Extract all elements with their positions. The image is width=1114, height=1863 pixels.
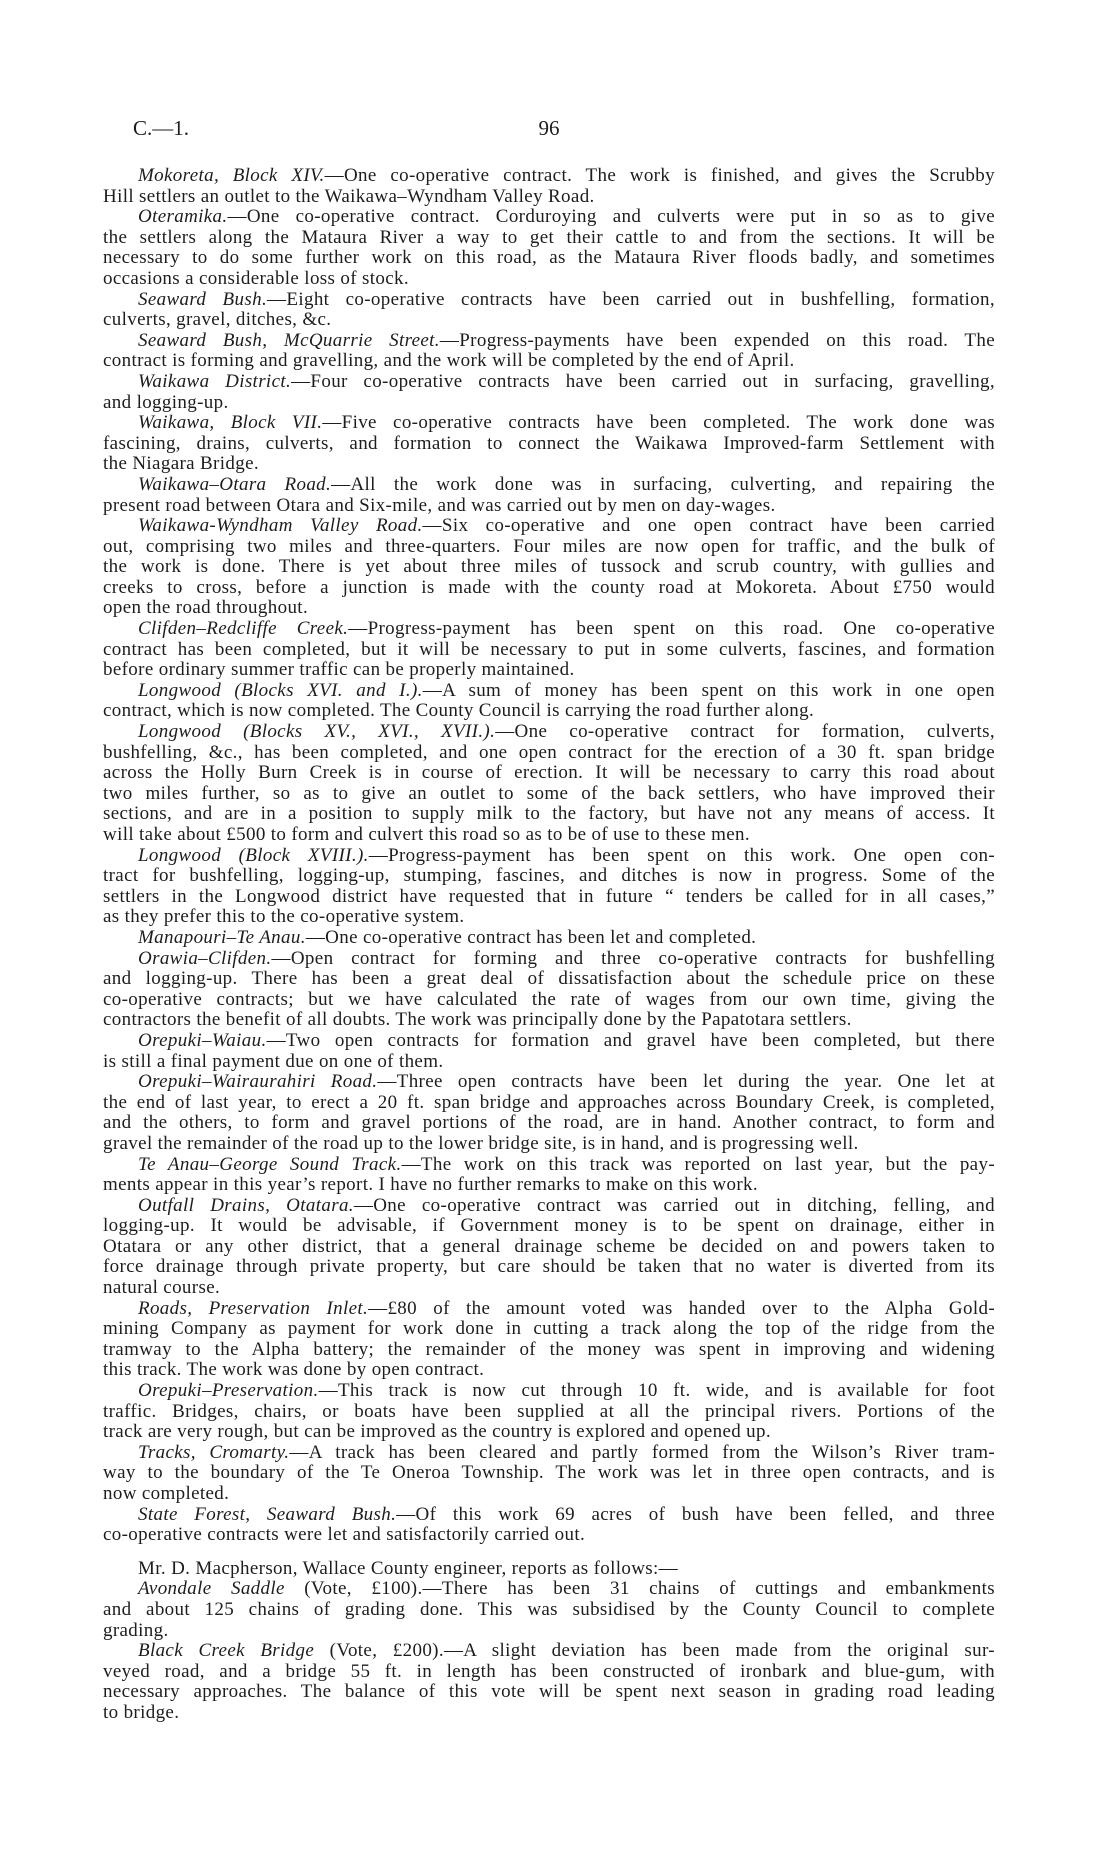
paragraph-mokoreta bbox=[103, 166, 995, 207]
paragraph-heading: Waikawa–Otara Road. bbox=[138, 473, 332, 495]
paragraph-te-anau-george-sound-track bbox=[103, 1155, 995, 1196]
report-intro bbox=[103, 1559, 995, 1580]
line-text: —A track has been cleared and partly formed from the Wilson’s River tram- bbox=[289, 1441, 995, 1463]
text-line bbox=[103, 846, 995, 867]
line-text: —Two open contracts for formation and gravel have been completed, but there bbox=[266, 1029, 995, 1051]
paragraph-tracks-cromarty bbox=[103, 1443, 995, 1505]
paragraph-waikawa-block-vii bbox=[103, 413, 995, 475]
text-line bbox=[103, 1031, 995, 1052]
text-line bbox=[103, 722, 995, 743]
paragraph-heading: Outfall Drains, Otatara. bbox=[138, 1194, 354, 1216]
paragraph-waikawa-otara-road bbox=[103, 475, 995, 516]
paragraph-clifden-redcliffe-creek bbox=[103, 619, 995, 681]
paragraph-oteramika bbox=[103, 207, 995, 289]
text-line bbox=[103, 1299, 995, 1320]
paragraph-heading: Longwood (Blocks XVI. and I.). bbox=[138, 679, 423, 701]
paragraph-longwood-blocks-xv-xvi-xvii bbox=[103, 722, 995, 846]
paragraph-manapouri-te-anau bbox=[103, 928, 995, 949]
line-text: —Progress-payment has been spent on this road. One co-operative bbox=[348, 618, 995, 640]
text-line bbox=[103, 949, 995, 970]
text-line bbox=[103, 1155, 995, 1176]
paragraph-heading: State Forest, Seaward Bush. bbox=[138, 1503, 397, 1525]
paragraph-heading: Roads, Preservation Inlet. bbox=[138, 1297, 369, 1319]
line-text: —Open contract for forming and three co-operative contracts for bushfelling bbox=[271, 947, 995, 969]
text-line: co-operative contracts were let and satisfactorily carried out. bbox=[103, 1524, 586, 1546]
paragraph-orepuki-preservation bbox=[103, 1381, 995, 1443]
paragraph-state-forest-seaward-bush bbox=[103, 1505, 995, 1546]
paragraph-heading: Waikawa District. bbox=[138, 370, 292, 392]
text-line: veyed road, and a bridge 55 ft. in length has been constructed of ironbark and blue-gum, with bbox=[103, 1660, 995, 1682]
line-text: —One co-operative contract. The work is finished, and gives the Scrubby bbox=[324, 165, 995, 186]
page-header bbox=[103, 114, 995, 142]
text-line: tract for bushfelling, logging-up, stumping, fascines, and ditches is now in progress. Some of the bbox=[103, 865, 995, 887]
text-line: the settlers along the Mataura River a way to get their cattle to and from the sections. It will be bbox=[103, 226, 995, 248]
text-line: to bridge. bbox=[103, 1701, 180, 1723]
text-line bbox=[103, 1196, 995, 1217]
text-line: ments appear in this year’s report. I have no further remarks to make on this work. bbox=[103, 1174, 758, 1196]
text-line: grading. bbox=[103, 1619, 169, 1641]
paragraph-heading: Longwood (Block XVIII.). bbox=[138, 844, 369, 866]
text-line: logging-up. It would be advisable, if Government money is to be spent on drainage, either in bbox=[103, 1215, 995, 1237]
text-line: now completed. bbox=[103, 1483, 230, 1504]
paragraph-heading: Seaward Bush. bbox=[138, 288, 268, 310]
text-line bbox=[103, 1381, 995, 1402]
document-body bbox=[103, 166, 995, 1724]
line-text: —£80 of the amount voted was handed over to the Alpha Gold- bbox=[368, 1297, 995, 1319]
text-line: open the road throughout. bbox=[103, 597, 309, 619]
paragraph-heading: Orepuki–Waiau. bbox=[138, 1029, 267, 1051]
text-line: track are very rough, but can be improved as the country is explored and opened up. bbox=[103, 1421, 771, 1443]
text-line: fascining, drains, culverts, and formation to connect the Waikawa Improved-farm Settlement with bbox=[103, 432, 995, 454]
paragraph-heading: Oteramika. bbox=[138, 206, 228, 228]
paragraph-heading: Orawia–Clifden. bbox=[138, 947, 272, 969]
text-line: natural course. bbox=[103, 1277, 221, 1299]
paragraph-black-creek-bridge bbox=[103, 1641, 995, 1723]
text-line bbox=[103, 1072, 995, 1093]
paragraph-heading: Orepuki–Wairaurahiri Road. bbox=[138, 1071, 378, 1093]
paragraph-heading: Mokoreta, Block XIV. bbox=[138, 165, 325, 186]
text-line bbox=[103, 928, 995, 949]
paragraph-heading: Avondale Saddle bbox=[138, 1578, 285, 1600]
text-line bbox=[103, 681, 995, 702]
text-line: contractors the benefit of all doubts. The work was principally done by the Papatotara settlers. bbox=[103, 1009, 852, 1031]
paragraph-heading: Seaward Bush, McQuarrie Street. bbox=[138, 329, 440, 351]
line-text: —This track is now cut through 10 ft. wide, and is available for foot bbox=[318, 1380, 995, 1402]
text-line: the work is done. There is yet about three miles of tussock and scrub country, with gullies and bbox=[103, 556, 995, 578]
text-line bbox=[103, 413, 995, 434]
text-line: creeks to cross, before a junction is made with the county road at Mokoreta. About £750 would bbox=[103, 576, 995, 598]
text-line: present road between Otara and Six-mile, and was carried out by men on day-wages. bbox=[103, 494, 776, 516]
paragraph-avondale-saddle bbox=[103, 1579, 995, 1641]
text-line bbox=[103, 1443, 995, 1464]
text-line: necessary to do some further work on this road, as the Mataura River floods badly, and sometimes bbox=[103, 247, 995, 269]
paragraph-orawia-clifden bbox=[103, 949, 995, 1031]
text-line: and the others, to form and gravel portions of the road, are in hand. Another contract, to form and bbox=[103, 1112, 995, 1134]
text-line: is still a final payment due on one of them. bbox=[103, 1050, 444, 1072]
text-line bbox=[103, 1505, 995, 1526]
text-line bbox=[103, 331, 995, 352]
text-line: co-operative contracts; but we have calculated the rate of wages from our own time, giving the bbox=[103, 988, 995, 1010]
text-line bbox=[103, 475, 995, 496]
text-line: Mr. D. Macpherson, Wallace County engineer, reports as follows:— bbox=[138, 1557, 679, 1579]
line-text: —The work on this track was reported on last year, but the pay- bbox=[401, 1153, 995, 1175]
text-line: will take about £500 to form and culvert this road so as to be of use to these men. bbox=[103, 824, 750, 845]
paragraph-longwood-blocks-xvi-i bbox=[103, 681, 995, 722]
text-line bbox=[103, 166, 995, 187]
text-line: necessary approaches. The balance of this vote will be spent next season in grading road leading bbox=[103, 1681, 995, 1703]
text-line: occasions a considerable loss of stock. bbox=[103, 267, 409, 289]
paragraph-orepuki-waiau bbox=[103, 1031, 995, 1072]
text-line: Hill settlers an outlet to the Waikawa–Wyndham Valley Road. bbox=[103, 185, 595, 207]
text-line: before ordinary summer traffic can be properly maintained. bbox=[103, 659, 575, 681]
text-line: bushfelling, &c., has been completed, and one open contract for the erection of a 30 ft. span bridge bbox=[103, 741, 995, 763]
line-text: —One co-operative contract was carried out in ditching, felling, and bbox=[353, 1194, 995, 1216]
paragraph-seaward-bush bbox=[103, 290, 995, 331]
text-line bbox=[103, 1641, 995, 1662]
line-text: —One co-operative contract for formation, culverts, bbox=[495, 721, 995, 743]
text-line: gravel the remainder of the road up to the lower bridge site, is in hand, and is progressing well. bbox=[103, 1132, 859, 1154]
paragraph-heading: Tracks, Cromarty. bbox=[138, 1441, 290, 1463]
paragraph-heading: Longwood (Blocks XV., XVI., XVII.). bbox=[138, 721, 496, 743]
text-line bbox=[103, 207, 995, 228]
text-line: Otatara or any other district, that a general drainage scheme be decided on and powers taken to bbox=[103, 1235, 995, 1257]
paragraph-heading: Te Anau–George Sound Track. bbox=[138, 1153, 402, 1175]
text-line: contract has been completed, but it will be necessary to put in some culverts, fascines, and formation bbox=[103, 638, 995, 660]
line-text: —Eight co-operative contracts have been carried out in bushfelling, formation, bbox=[267, 288, 995, 310]
paragraph-heading: Black Creek Bridge bbox=[138, 1640, 315, 1662]
text-line bbox=[103, 372, 995, 393]
line-text: —Progress-payment has been spent on this work. One open con- bbox=[368, 844, 995, 866]
paragraph-outfall-drains-otatara bbox=[103, 1196, 995, 1299]
text-line: the Niagara Bridge. bbox=[103, 453, 259, 475]
line-text: —One co-operative contract. Corduroying and culverts were put in so as to give bbox=[227, 206, 995, 228]
line-text: (Vote, £200).—A slight deviation has been made from the original sur- bbox=[314, 1640, 995, 1662]
text-line: out, comprising two miles and three-quarters. Four miles are now open for traffic, and the bulk of bbox=[103, 535, 995, 557]
text-line: two miles further, so as to give an outlet to some of the back settlers, who have improved their bbox=[103, 782, 995, 804]
paragraph-heading: Manapouri–Te Anau. bbox=[138, 926, 306, 948]
paragraph-heading: Waikawa, Block VII. bbox=[138, 412, 323, 434]
line-text: —One co-operative contract has been let and completed. bbox=[305, 926, 757, 948]
line-text: —Five co-operative contracts have been completed. The work done was bbox=[322, 412, 995, 434]
text-line: sections, and are in a position to supply milk to the factory, but have not any means of access. It bbox=[103, 803, 995, 825]
text-line: across the Holly Burn Creek is in course of erection. It will be necessary to carry this road about bbox=[103, 762, 995, 784]
paragraph-seaward-bush-mcquarrie-street bbox=[103, 331, 995, 372]
text-line: mining Company as payment for work done in cutting a track along the top of the ridge from the bbox=[103, 1318, 995, 1340]
text-line: way to the boundary of the Te Oneroa Township. The work was let in three open contracts, and is bbox=[103, 1462, 995, 1484]
text-line: as they prefer this to the co-operative system. bbox=[103, 906, 465, 928]
text-line: culverts, gravel, ditches, &c. bbox=[103, 309, 332, 331]
text-line: contract is forming and gravelling, and the work will be completed by the end of April. bbox=[103, 350, 795, 372]
text-line bbox=[103, 516, 995, 537]
line-text: —Progress-payments have been expended on this road. The bbox=[439, 329, 995, 351]
line-text: —Of this work 69 acres of bush have been felled, and three bbox=[396, 1503, 995, 1525]
text-line bbox=[103, 1579, 995, 1600]
page-number: 96 bbox=[538, 116, 560, 140]
line-text: —Three open contracts have been let during the year. One let at bbox=[377, 1071, 995, 1093]
running-head: C.—1. bbox=[133, 116, 190, 140]
text-line: the end of last year, to erect a 20 ft. span bridge and approaches across Boundary Creek, is completed, bbox=[103, 1091, 995, 1113]
text-line: contract, which is now completed. The County Council is carrying the road further along. bbox=[103, 700, 815, 722]
text-line: settlers in the Longwood district have requested that in future “ tenders be called for in all cases,” bbox=[103, 885, 995, 907]
text-line: traffic. Bridges, chairs, or boats have been supplied at all the principal rivers. Portions of the bbox=[103, 1400, 995, 1422]
text-line: and logging-up. bbox=[103, 391, 229, 413]
paragraph-roads-preservation-inlet bbox=[103, 1299, 995, 1381]
paragraph-heading: Waikawa-Wyndham Valley Road. bbox=[138, 515, 423, 537]
paragraph-heading: Clifden–Redcliffe Creek. bbox=[138, 618, 349, 640]
text-line: tramway to the Alpha battery; the remainder of the money was spent in improving and widening bbox=[103, 1338, 995, 1360]
line-text: (Vote, £100).—There has been 31 chains of cuttings and embankments bbox=[284, 1578, 995, 1600]
line-text: —A sum of money has been spent on this work in one open bbox=[422, 679, 995, 701]
paragraph-longwood-block-xviii bbox=[103, 846, 995, 928]
text-line: this track. The work was done by open contract. bbox=[103, 1359, 485, 1381]
text-line: and logging-up. There has been a great deal of dissatisfaction about the schedule price on these bbox=[103, 968, 995, 990]
text-line: force drainage through private property, but care should be taken that no water is diverted from its bbox=[103, 1256, 995, 1278]
paragraph-waikawa-wyndham-valley-road bbox=[103, 516, 995, 619]
paragraph-heading: Orepuki–Preservation. bbox=[138, 1380, 319, 1402]
line-text: —Four co-operative contracts have been carried out in surfacing, gravelling, bbox=[291, 370, 995, 392]
text-line: and about 125 chains of grading done. This was subsidised by the County Council to complete bbox=[103, 1598, 995, 1620]
paragraph-waikawa-district bbox=[103, 372, 995, 413]
line-text: —Six co-operative and one open contract have been carried bbox=[422, 515, 995, 537]
line-text: —All the work done was in surfacing, culverting, and repairing the bbox=[331, 473, 995, 495]
text-line bbox=[103, 619, 995, 640]
paragraph-orepuki-wairaurahiri-road bbox=[103, 1072, 995, 1154]
text-line bbox=[103, 290, 995, 311]
